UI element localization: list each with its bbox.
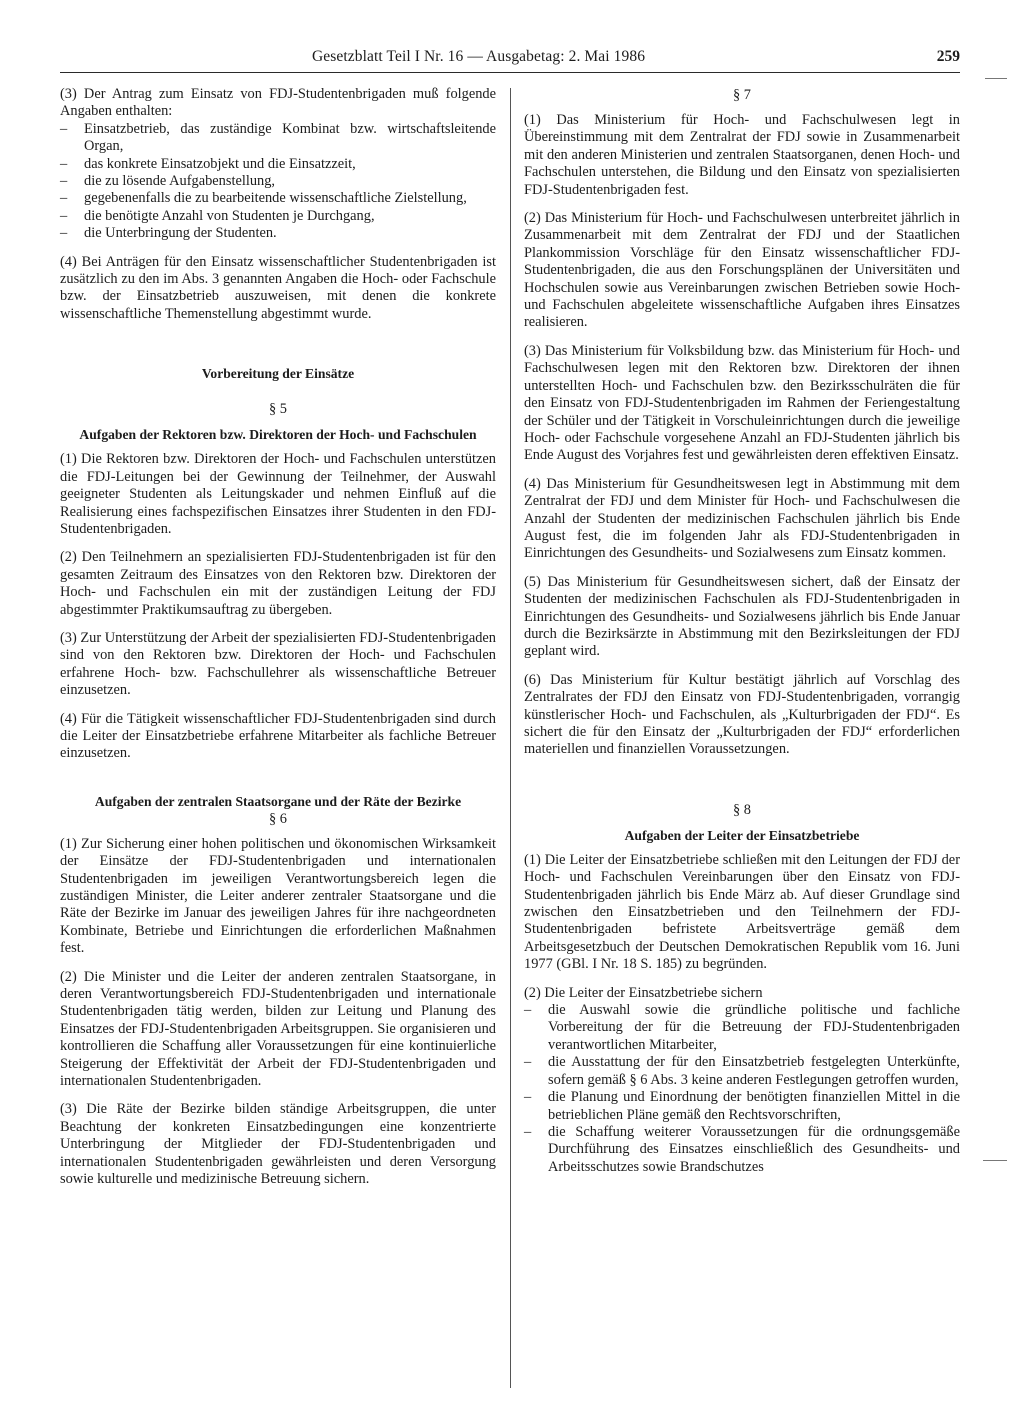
spacer bbox=[524, 844, 960, 852]
paragraph: (4) Das Ministerium für Gesundheitswesen legt in Abstimmung mit dem Zentralrat der FDJ und dem Minister für Hoch- und Fachschulwesen die Anzahl der Studenten der medizinischen Fachschulen jährlich bis Ende August fest, die im folgenden Jahr als FDJ-Studentenbrigaden in Einrichtungen des Gesundheits- und Sozialwesens zum Einsatz kommen. bbox=[524, 475, 960, 562]
spacer bbox=[524, 819, 960, 827]
list-item bbox=[60, 173, 496, 190]
page-number: 259 bbox=[936, 48, 960, 65]
dash: – bbox=[60, 225, 68, 242]
spacer bbox=[60, 828, 496, 836]
paragraph: (1) Das Ministerium für Hoch- und Fachschulwesen legt in Übereinstimmung mit dem Zentralrat der FDJ sowie in Zusammenarbeit mit den anderen Ministerien und zentralen Staatsorganen, denen Hoch- und Fachschulen unterstehen, die Bildung und den Einsatz von spezialisierten FDJ-Studentenbrigaden fest. bbox=[524, 112, 960, 198]
paragraph: (1) Zur Sicherung einer hohen politischen und ökonomischen Wirksamkeit der Einsätze der FDJ-Studentenbrigaden und internationalen Studentenbrigaden im jeweiligen Verantwortungsbereich legen die zuständigen Minister, die Leiter anderer zentraler Staatsorgane und die Räte der Bezirke im Januar des jeweiligen Jahres für ihre nachgeordneten Kombinate, Betriebe und Einrichtungen die erforderlichen Maßnahmen fest. bbox=[60, 835, 496, 957]
section-number: § 7 bbox=[733, 87, 751, 103]
list-item bbox=[60, 225, 496, 242]
dash: – bbox=[60, 120, 68, 137]
list-item-text: die Ausstattung der für den Einsatzbetrieb festgelegten Unterkünfte, sofern gemäß § 6 Abs. 3 keine anderen Festlegungen getroffen wurden, bbox=[548, 1054, 960, 1088]
list-item bbox=[60, 208, 496, 225]
dash: – bbox=[524, 1089, 532, 1106]
paragraph: (1) Die Leiter der Einsatzbetriebe schließen mit den Leitungen der FDJ der Hoch- und Fachschulen Vereinbarungen über den Einsatz von FDJ-Studentenbrigaden jährlich bis Ende März ab. Auf dieser Grundlage sind zwischen den Einsatzbetrieben und den Teilnehmern der FDJ-Studentenbrigaden befristete Arbeitsverträge gemäß dem Arbeitsgesetzbuch der Deutschen Demokratischen Republik vom 16. Juni 1977 (GBl. I Nr. 18 S. 185) zu begründen. bbox=[524, 851, 960, 973]
spacer bbox=[60, 382, 496, 400]
list-item-text: die Auswahl sowie die gründliche politische und fachliche Vorbereitung der für die Betreuung der FDJ-Studentenbrigaden verantwortlichen Mitarbeiter, bbox=[548, 1002, 960, 1053]
right-column bbox=[524, 86, 960, 1176]
dash: – bbox=[524, 1002, 532, 1019]
paragraph: (4) Für die Tätigkeit wissenschaftlicher FDJ-Studentenbrigaden sind durch die Leiter der Einsatzbetriebe erfahrene Mitarbeiter als fachliche Betreuer einzusetzen. bbox=[60, 710, 496, 762]
list-item bbox=[524, 1124, 960, 1176]
dash: – bbox=[60, 155, 68, 172]
list-item-text: gegebenenfalls die zu bearbeitende wissenschaftliche Zielstellung, bbox=[84, 190, 467, 207]
list-item-text: das konkrete Einsatzobjekt und die Einsatzzeit, bbox=[84, 155, 356, 172]
section-number: § 5 bbox=[269, 401, 287, 418]
spacer bbox=[60, 763, 496, 793]
left-column bbox=[60, 86, 496, 1189]
paragraph: (2) Den Teilnehmern an spezialisierten FDJ-Studentenbrigaden ist für den gesamten Zeitraum des Einsatzes von den Rektoren bzw. Direktoren der Hoch- und Fachschulen ein mit der zuständigen Leitung der FDJ abgestimmter Praktikumsauftrag zu übergeben. bbox=[60, 549, 496, 618]
dash: – bbox=[60, 173, 68, 190]
paragraph: (4) Bei Anträgen für den Einsatz wissenschaftlicher Studentenbrigaden ist zusätzlich zu den im Abs. 3 genannten Angaben die Hoch- oder Fachschule bzw. der Einsatzbetrieb auszuweisen, mit denen die konkrete wissenschaftliche Themenstellung abgestimmt wurde. bbox=[60, 253, 496, 322]
list-item bbox=[60, 190, 496, 207]
paragraph: (3) Das Ministerium für Volksbildung bzw. das Ministerium für Hoch- und Fachschulwesen legen mit den Rektoren bzw. Direktoren der ihnen unterstellten Hoch- und Fachschulen bzw. den Bezirksschulräten die für den Einsatz von FDJ-Studentenbrigaden im Rahmen der Feriengestaltung der Schüler und der Tätigkeit in Vorschuleinrichtungen durch die jeweilige Hoch- oder Fachschule vorgesehene Anzahl an FDJ-Studenten jährlich bis Ende August des Vorjahres fest und gewährleisten deren effektiven Einsatz. bbox=[524, 342, 960, 464]
section-heading: Aufgaben der zentralen Staatsorgane und der Räte der Bezirke bbox=[94, 793, 462, 809]
section-heading: Aufgaben der Rektoren bzw. Direktoren der Hoch- und Fachschulen bbox=[79, 427, 477, 443]
spacer bbox=[524, 104, 960, 112]
paragraph: (3) Zur Unterstützung der Arbeit der spezialisierten FDJ-Studentenbrigaden sind von den Rektoren bzw. Direktoren der Hoch- und Fachschulen erfahrene Hoch- bzw. Fachschullehrer als wissenschaftliche Betreuer einzusetzen. bbox=[60, 629, 496, 699]
paragraph: (2) Die Leiter der Einsatzbetriebe sichern bbox=[524, 984, 763, 1001]
paragraph: (2) Das Ministerium für Hoch- und Fachschulwesen unterbreitet jährlich in Zusammenarbeit mit dem Zentralrat der FDJ und der Staatlichen Plankommission Vorschläge für den Einsatz wissenschaftlicher FDJ-Studentenbrigaden, die aus den Forschungsplänen der Universitäten und Hochschulen sowie aus Vereinbarungen zwischen Betrieben sowie Hoch- und Fachschulen abgeleitete wissenschaftliche Aufgaben ihres Einsatzes realisieren. bbox=[524, 210, 960, 331]
list-item-text: die Planung und Einordnung der benötigten finanziellen Mittel in die betrieblichen Pläne gemäß den Rechtsvorschriften, bbox=[548, 1089, 960, 1123]
paragraph: (2) Die Minister und die Leiter der anderen zentralen Staatsorgane, in deren Verantwortungsbereich FDJ-Studentenbrigaden und internationale Studentenbrigaden tätig werden, bilden zur Leitung und Planung des Einsatzes der FDJ-Studentenbrigaden Arbeitsgruppen. Sie organisieren und kontrollieren die Schaffung aller Voraussetzungen für eine kontinuierliche Steigerung der Effektivität der Arbeit der FDJ-Studentenbrigaden und internationalen Studentenbrigaden. bbox=[60, 968, 496, 1090]
list-item-text: die zu lösende Aufgabenstellung, bbox=[84, 173, 276, 190]
dash: – bbox=[60, 207, 68, 224]
dash: – bbox=[60, 190, 68, 207]
list-item-text: Einsatzbetrieb, das zuständige Kombinat bzw. wirtschaftsleitende Organ, bbox=[84, 120, 496, 155]
paragraph: (3) Die Räte der Bezirke bilden ständige Arbeitsgruppen, die unter Beachtung der konkreten Einsatzbedingungen eine konzentrierte Unterbringung der Mitglieder der FDJ-Studentenbrigaden und internationalen Studentenbrigaden gewährleisten und deren Versorgung sowie kulturelle und medizinische Betreuung sichern. bbox=[60, 1101, 496, 1188]
list-item-text: die Schaffung weiterer Voraussetzungen für die ordnungsgemäße Durchführung des Einsatzes einschließlich des Gesundheits- und Arbeitsschutzes sowie Brandschutzes bbox=[548, 1123, 960, 1175]
spacer bbox=[60, 323, 496, 365]
section-heading: Aufgaben der Leiter der Einsatzbetriebe bbox=[624, 827, 860, 843]
section-heading: Vorbereitung der Einsätze bbox=[201, 366, 355, 382]
margin-mark bbox=[985, 78, 1007, 79]
list-item-text: die Unterbringung der Studenten. bbox=[84, 225, 277, 242]
list-item bbox=[524, 1054, 960, 1089]
running-title: Gesetzblatt Teil I Nr. 16 — Ausgabetag: 2. Mai 1986 bbox=[312, 48, 646, 65]
list-item-text: die benötigte Anzahl von Studenten je Durchgang, bbox=[84, 207, 375, 224]
list-item bbox=[524, 1002, 960, 1054]
spacer bbox=[60, 443, 496, 451]
column-divider bbox=[510, 88, 511, 1388]
paragraph: (1) Die Rektoren bzw. Direktoren der Hoch- und Fachschulen unterstützen die FDJ-Leitungen bei der Gewinnung der Teilnehmer, der Auswahl geeigneter Studenten als Leitungskader und nehmen Einfluß auf die Realisierung eines fachspezifischen Einsatzes ihrer Studenten in den FDJ-Studentenbrigaden. bbox=[60, 451, 496, 537]
dash: – bbox=[524, 1054, 532, 1071]
list-item bbox=[60, 121, 496, 156]
page-header bbox=[60, 48, 960, 72]
list-item bbox=[60, 156, 496, 173]
list-item bbox=[524, 1089, 960, 1124]
section-number: § 6 bbox=[269, 810, 287, 827]
spacer bbox=[524, 759, 960, 801]
paragraph: (3) Der Antrag zum Einsatz von FDJ-Studentenbrigaden muß folgende Angaben enthalten: bbox=[60, 86, 496, 120]
margin-mark bbox=[983, 1160, 1007, 1161]
dash: – bbox=[524, 1123, 532, 1140]
header-rule bbox=[60, 72, 960, 73]
paragraph: (5) Das Ministerium für Gesundheitswesen sichert, daß der Einsatz der Studenten der medizinischen Fachschulen als FDJ-Studentenbrigaden in Einrichtungen des Gesundheits- und Sozialwesens jährlich bis Ende Januar durch die Bezirksärzte in Abstimmung mit den Bezirksleitungen der FDJ geplant wird. bbox=[524, 573, 960, 660]
spacer bbox=[60, 418, 496, 426]
section-number: § 8 bbox=[733, 801, 751, 818]
paragraph: (6) Das Ministerium für Kultur bestätigt jährlich auf Vorschlag des Zentralrates der FDJ den Einsatz von FDJ-Studentenbrigaden, vorrangig künstlerischer Hoch- und Fachschulen, als „Kulturbrigaden der FDJ“. Es sichert die für den Einsatz der „Kulturbrigaden der FDJ“ erforderlichen materiellen und finanziellen Voraussetzungen. bbox=[524, 671, 960, 758]
